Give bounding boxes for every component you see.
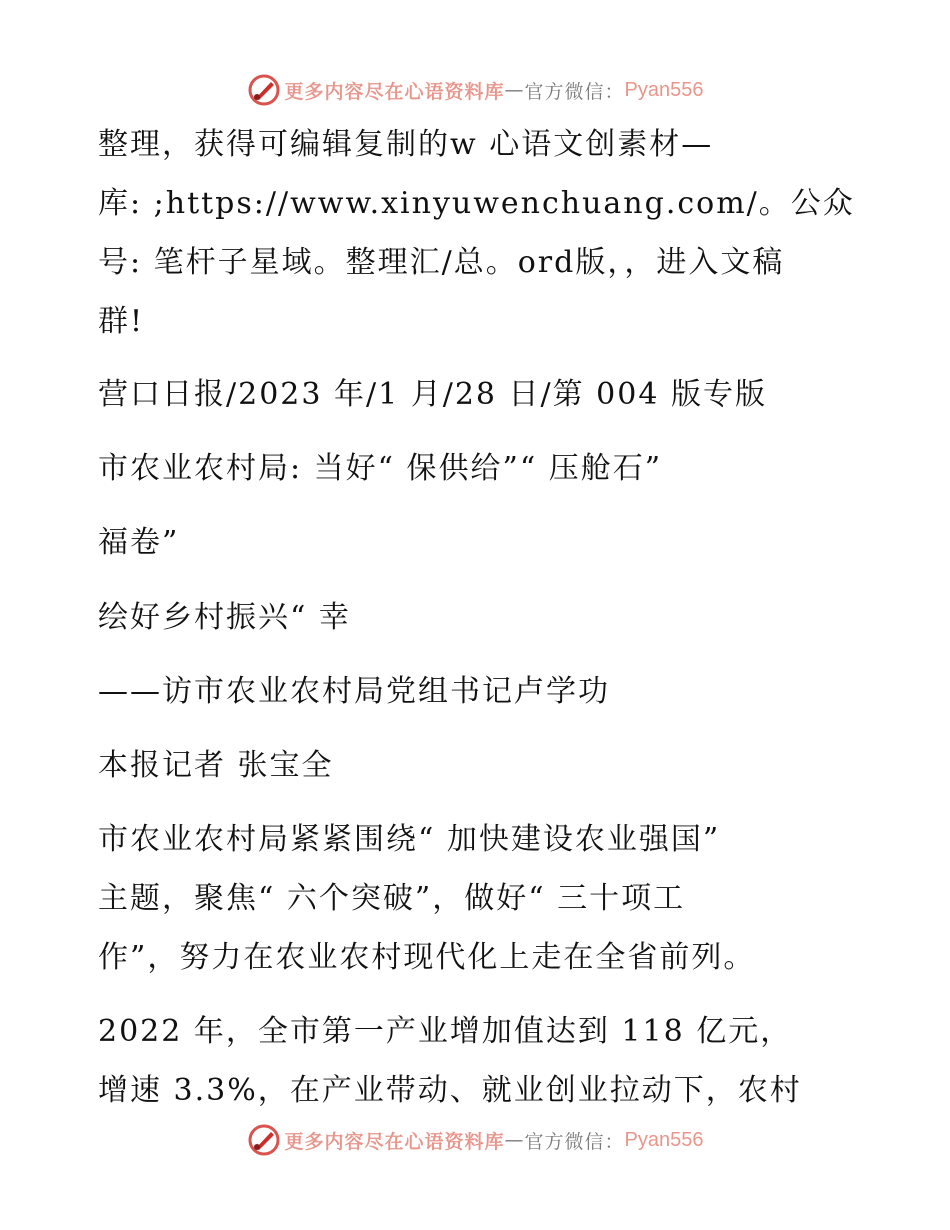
body-line: 营口日报/2023 年/1 月/28 日/第 004 版专版 (98, 377, 767, 412)
body-line: 主题，聚焦“ 六个突破”，做好“ 三十项工 (98, 881, 686, 916)
body-line: 市农业农村局紧紧围绕“ 加快建设农业强国” (98, 822, 721, 857)
watermark-wechat-id: Pyan556 (624, 1128, 704, 1151)
watermark-wechat-id: Pyan556 (624, 78, 704, 101)
watermark-dash: — (504, 79, 525, 101)
body-line: 号: 笔杆子星域。整理汇/总。ord版，，进入文稿 (98, 245, 785, 280)
body-line: 整理，获得可编辑复制的w 心语文创素材— (98, 127, 714, 162)
article-title-line: 绘好乡村振兴“ 幸 (98, 600, 351, 635)
footer-watermark (0, 1120, 950, 1160)
body-line: 群! (98, 304, 145, 339)
brush-logo-icon (247, 73, 281, 107)
body-line: 库: ;https://www.xinyuwenchuang.com/。公众 (98, 186, 855, 221)
watermark-sub-text: 官方微信： (524, 1130, 625, 1153)
body-line: 作”，努力在农业农村现代化上走在全省前列。 (98, 940, 756, 975)
body-line: 增速 3.3%，在产业带动、就业创业拉动下，农村 (98, 1073, 802, 1108)
article-title-line: 福卷” (98, 525, 180, 560)
watermark-main-text: 更多内容尽在心语资料库 (284, 1130, 505, 1153)
header-watermark (0, 70, 950, 110)
body-line: 2022 年，全市第一产业增加值达到 118 亿元， (98, 1014, 793, 1049)
watermark-main-text: 更多内容尽在心语资料库 (284, 80, 505, 103)
article-title-line: 市农业农村局: 当好“ 保供给”“ 压舱石” (98, 451, 663, 486)
watermark-dash: — (504, 1129, 525, 1151)
byline: 本报记者 张宝全 (98, 748, 334, 783)
brush-logo-icon (247, 1123, 281, 1157)
watermark-sub-text: 官方微信： (524, 80, 625, 103)
article-subtitle: ——访市农业农村局党组书记卢学功 (98, 674, 610, 709)
